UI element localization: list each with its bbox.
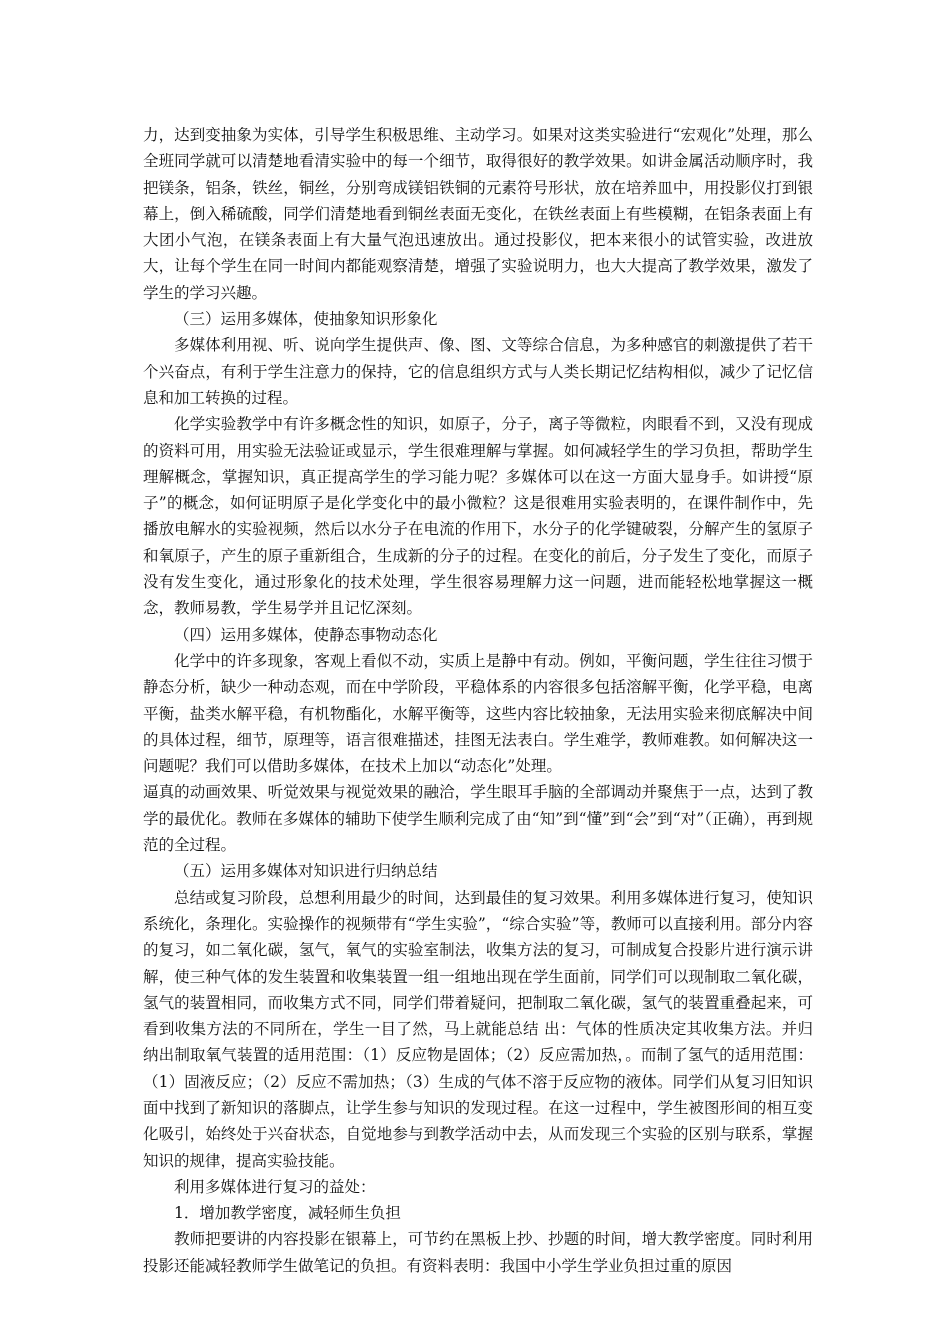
- section-heading-4: （四）运用多媒体，使静态事物动态化: [174, 625, 438, 644]
- document-body: [143, 122, 813, 1279]
- list-item-heading: 1．增加教学密度，减轻师生负担: [174, 1204, 401, 1223]
- paragraph: 教师把要讲的内容投影在银幕上，可节约在黑板上抄、抄题的时间，增大教学密度。同时利用投影还能减轻教师学生做笔记的负担。有资料表明：我国中小学生学业负担过重的原因: [143, 1230, 813, 1275]
- paragraph: 多媒体利用视、听、说向学生提供声、像、图、文等综合信息，为多种感官的刺激提供了若干个兴奋点，有利于学生注意力的保持，它的信息组织方式与人类长期记忆结构相似，减少了记忆信息和加工转换的过程。: [143, 336, 813, 407]
- paragraph: 化学中的许多现象，客观上看似不动，实质上是静中有动。例如，平衡问题，学生往往习惯于静态分析，缺少一种动态观，而在中学阶段，平稳体系的内容很多包括溶解平衡，化学平稳，电离平衡，盐类水解平稳，有机物酯化，水解平衡等，这些内容比较抽象，无法用实验来彻底解决中间的具体过程，细节，原理等，语言很难描述，挂图无法表白。学生难学，教师难教。如何解决这一问题呢？我们可以借助多媒体，在技术上加以“动态化”处理。: [143, 651, 813, 776]
- paragraph: 逼真的动画效果、听觉效果与视觉效果的融洽，学生眼耳手脑的全部调动并聚焦于一点，达到了教学的最优化。教师在多媒体的辅助下使学生顺利完成了由“知”到“懂”到“会”到“对”（正确），再到规范的全过程。: [143, 783, 813, 855]
- paragraph: 化学实验教学中有许多概念性的知识，如原子，分子，离子等微粒，肉眼看不到，又没有现成的资料可用，用实验无法验证或显示，学生很难理解与掌握。如何减轻学生的学习负担，帮助学生理解概念，掌握知识，真正提高学生的学习能力呢？多媒体可以在这一方面大显身手。如讲授“原子”的概念，如何证明原子是化学变化中的最小微粒？这是很难用实验表明的，在课件制作中，先播放电解水的实验视频，然后以水分子在电流的作用下，水分子的化学键破裂，分解产生的氢原子和氧原子，产生的原子重新组合，生成新的分子的过程。在变化的前后，分子发生了变化，而原子没有发生变化，通过形象化的技术处理，学生很容易理解力这一问题，进而能轻松地掌握这一概念，教师易教，学生易学并且记忆深刻。: [143, 415, 813, 618]
- paragraph-continuation: 力，达到变抽象为实体，引导学生积极思维、主动学习。如果对这类实验进行“宏观化”处理，那么全班同学就可以清楚地看清实验中的每一个细节，取得很好的教学效果。如讲金属活动顺序时，我把镁条，铝条，铁丝，铜丝，分别弯成镁铝铁铜的元素符号形状，放在培养皿中，用投影仪打到银幕上，倒入稀硫酸，同学们清楚地看到铜丝表面无变化，在铁丝表面上有些模糊，在铝条表面上有大团小气泡，在镁条表面上有大量气泡迅速放出。通过投影仪，把本来很小的试管实验，改进放大，让每个学生在同一时间内都能观察清楚，增强了实验说明力，也大大提高了教学效果，激发了学生的学习兴趣。: [143, 126, 813, 302]
- section-heading-5: （五）运用多媒体对知识进行归纳总结: [174, 862, 438, 881]
- paragraph: 利用多媒体进行复习的益处：: [174, 1177, 376, 1196]
- section-heading-3: （三）运用多媒体，使抽象知识形象化: [174, 310, 438, 329]
- paragraph: 总结或复习阶段，总想利用最少的时间，达到最佳的复习效果。利用多媒体进行复习，使知识系统化，条理化。实验操作的视频带有“学生实验”，“综合实验”等，教师可以直接利用。部分内容的复习，如二氧化碳，氢气，氧气的实验室制法，收集方法的复习，可制成复合投影片进行演示讲解，使三种气体的发生装置和收集装置一组一组地出现在学生面前，同学们可以现制取二氧化碳，氢气的装置相同，而收集方式不同，同学们带着疑问，把制取二氧化碳，氢气的装置重叠起来，可看到收集方法的不同所在，学生一目了然，马上就能总结 出：气体的性质决定其收集方法。并归纳出制取氧气装置的适用范围：（1）反应物是固体；（2）反应需加热，。而制了氢气的适用范围：（1）固液反应；（2）反应不需加热；（3）生成的气体不溶于反应物的液体。同学们从复习旧知识面中找到了新知识的落脚点，让学生参与知识的发现过程。在这一过程中，学生被图形间的相互变化吸引，始终处于兴奋状态，自觉地参与到教学活动中去，从而发现三个实验的区别与联系，掌握知识的规律，提高实验技能。: [143, 888, 813, 1170]
